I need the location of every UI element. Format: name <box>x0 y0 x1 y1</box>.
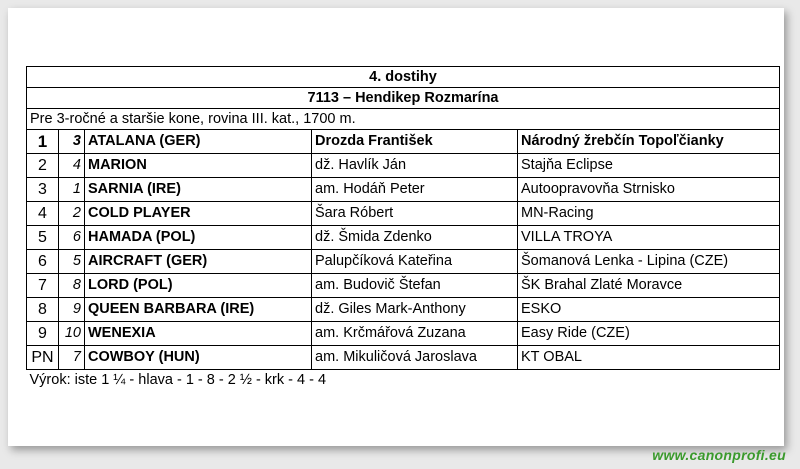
jockey-cell: am. Krčmářová Zuzana <box>312 322 518 346</box>
owner-cell: VILLA TROYA <box>518 226 780 250</box>
jockey-cell: dž. Šmida Zdenko <box>312 226 518 250</box>
place-cell: 7 <box>27 274 59 298</box>
horse-cell: COWBOY (HUN) <box>85 346 312 370</box>
horse-cell: SARNIA (IRE) <box>85 178 312 202</box>
table-row <box>27 130 780 154</box>
start-number-cell: 7 <box>59 346 85 370</box>
horse-cell: LORD (POL) <box>85 274 312 298</box>
table-row <box>27 274 780 298</box>
table-row <box>27 322 780 346</box>
owner-cell: Šomanová Lenka - Lipina (CZE) <box>518 250 780 274</box>
horse-cell: WENEXIA <box>85 322 312 346</box>
jockey-cell: am. Mikuličová Jaroslava <box>312 346 518 370</box>
site-watermark: www.canonprofi.eu <box>652 447 786 463</box>
table-row <box>27 154 780 178</box>
start-number-cell: 8 <box>59 274 85 298</box>
race-verdict: Výrok: iste 1 ¼ - hlava - 1 - 8 - 2 ½ - krk - 4 - 4 <box>27 370 780 391</box>
race-number: 4. dostihy <box>27 67 780 88</box>
start-number-cell: 2 <box>59 202 85 226</box>
horse-cell: AIRCRAFT (GER) <box>85 250 312 274</box>
place-cell: 8 <box>27 298 59 322</box>
place-cell: 3 <box>27 178 59 202</box>
place-cell: 2 <box>27 154 59 178</box>
race-title: 7113 – Hendikep Rozmarína <box>27 88 780 109</box>
place-cell: 6 <box>27 250 59 274</box>
place-cell: 5 <box>27 226 59 250</box>
jockey-cell: am. Budovič Štefan <box>312 274 518 298</box>
owner-cell: Autoopravovňa Strnisko <box>518 178 780 202</box>
jockey-cell: Palupčíková Kateřina <box>312 250 518 274</box>
owner-cell: ESKO <box>518 298 780 322</box>
table-row <box>27 226 780 250</box>
table-row <box>27 202 780 226</box>
table-row <box>27 346 780 370</box>
jockey-cell: am. Hodáň Peter <box>312 178 518 202</box>
owner-cell: Easy Ride (CZE) <box>518 322 780 346</box>
race-conditions: Pre 3-ročné a staršie kone, rovina III. kat., 1700 m. <box>27 109 780 130</box>
place-cell: 1 <box>27 130 59 154</box>
horse-cell: HAMADA (POL) <box>85 226 312 250</box>
place-cell: PN <box>27 346 59 370</box>
table-row <box>27 178 780 202</box>
jockey-cell: dž. Giles Mark-Anthony <box>312 298 518 322</box>
table-row <box>27 298 780 322</box>
owner-cell: ŠK Brahal Zlaté Moravce <box>518 274 780 298</box>
start-number-cell: 3 <box>59 130 85 154</box>
race-results-table <box>26 66 780 390</box>
owner-cell: MN-Racing <box>518 202 780 226</box>
document-sheet <box>8 8 784 446</box>
jockey-cell: Drozda František <box>312 130 518 154</box>
horse-cell: ATALANA (GER) <box>85 130 312 154</box>
horse-cell: COLD PLAYER <box>85 202 312 226</box>
start-number-cell: 9 <box>59 298 85 322</box>
horse-cell: MARION <box>85 154 312 178</box>
start-number-cell: 6 <box>59 226 85 250</box>
start-number-cell: 1 <box>59 178 85 202</box>
horse-cell: QUEEN BARBARA (IRE) <box>85 298 312 322</box>
place-cell: 9 <box>27 322 59 346</box>
start-number-cell: 5 <box>59 250 85 274</box>
table-row <box>27 250 780 274</box>
owner-cell: KT OBAL <box>518 346 780 370</box>
start-number-cell: 10 <box>59 322 85 346</box>
owner-cell: Národný žrebčín Topoľčianky <box>518 130 780 154</box>
owner-cell: Stajňa Eclipse <box>518 154 780 178</box>
start-number-cell: 4 <box>59 154 85 178</box>
jockey-cell: Šara Róbert <box>312 202 518 226</box>
place-cell: 4 <box>27 202 59 226</box>
jockey-cell: dž. Havlík Ján <box>312 154 518 178</box>
